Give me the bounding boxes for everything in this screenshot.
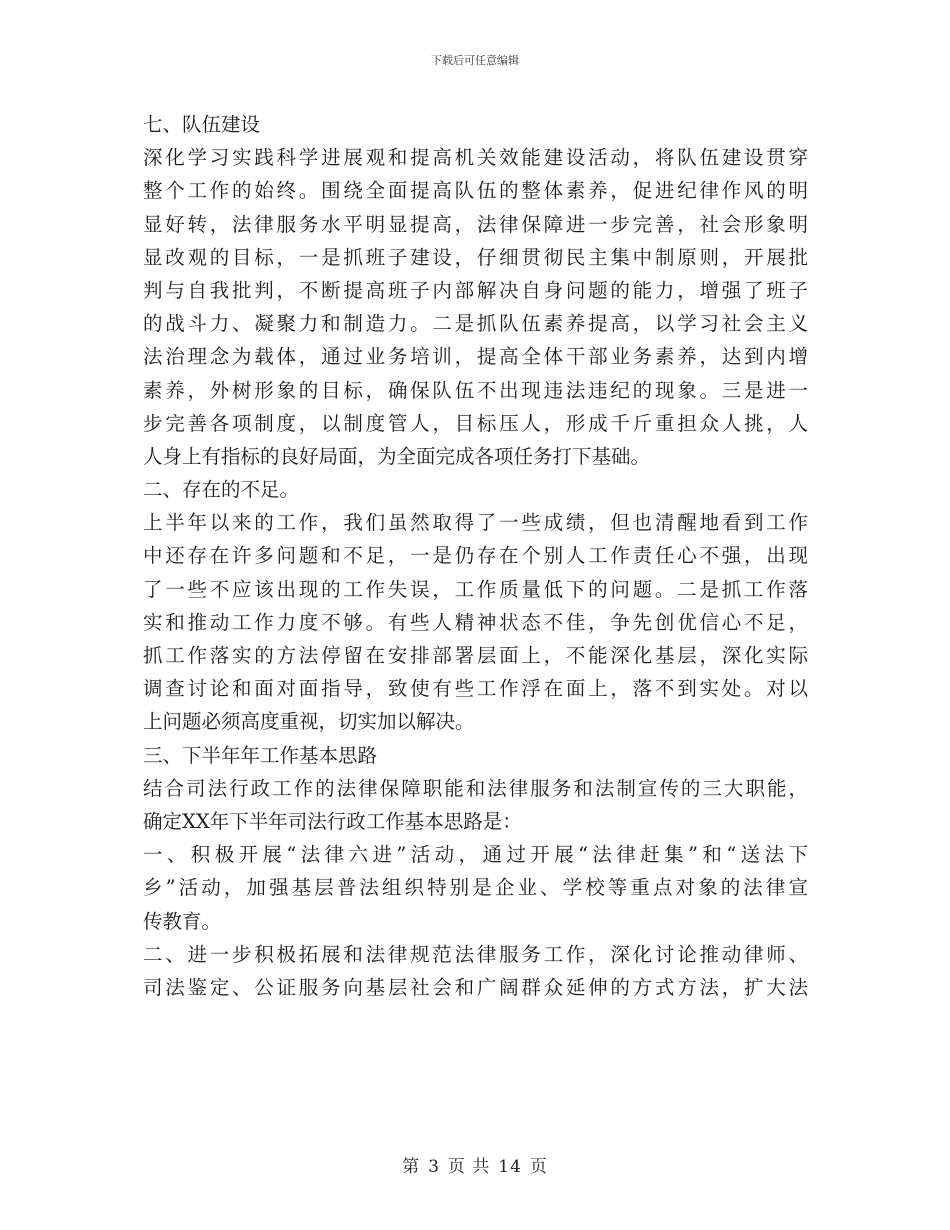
text-line: 法治理念为载体，通过业务培训，提高全体干部业务素养，达到内增 [143, 345, 808, 369]
text-line: 步完善各项制度，以制度管人，目标压人，形成千斤重担众人挑，人 [143, 411, 808, 435]
document-body [143, 108, 808, 1004]
footer-page-number: 3 [428, 1157, 440, 1177]
footer-prefix: 第 [402, 1157, 421, 1177]
text-line: 三、下半年年工作基本思路 [143, 743, 378, 767]
text-line: 结合司法行政工作的法律保障职能和法律服务和法制宣传的三大职能， [143, 776, 808, 800]
text-line: 七、队伍建设 [143, 113, 261, 136]
footer-total-pages: 14 [498, 1157, 522, 1177]
page-footer [0, 1152, 950, 1177]
text-line: 二、存在的不足。 [143, 478, 300, 502]
footer-suffix: 页 [529, 1157, 548, 1177]
text-line: 一、积极开展“法律六进”活动，通过开展“法律赶集”和“送法下 [143, 843, 808, 867]
text-line: 确定XX年下半年司法行政工作基本思路是： [143, 809, 522, 833]
text-line: 司法鉴定、公证服务向基层社会和广阔群众延伸的方式方法，扩大法 [143, 975, 808, 999]
text-line: 人身上有指标的良好局面，为全面完成各项任务打下基础。 [143, 444, 651, 468]
text-line: 的战斗力、凝聚力和制造力。二是抓队伍素养提高，以学习社会主义 [143, 312, 808, 336]
text-line: 判与自我批判，不断提高班子内部解决自身问题的能力，增强了班子 [143, 278, 808, 302]
text-line: 素养，外树形象的目标，确保队伍不出现违法违纪的现象。三是进一 [143, 378, 808, 402]
text-line: 实和推动工作力度不够。有些人精神状态不佳，争先创优信心不足， [143, 610, 808, 634]
text-line: 二、进一步积极拓展和法律规范法律服务工作，深化讨论推动律师、 [143, 942, 808, 966]
text-line: 显好转，法律服务水平明显提高，法律保障进一步完善，社会形象明 [143, 212, 808, 236]
text-line: 上半年以来的工作，我们虽然取得了一些成绩，但也清醒地看到工作 [143, 511, 808, 535]
page-header: 下载后可任意编辑 [431, 54, 519, 67]
footer-middle: 页 共 [447, 1157, 491, 1177]
text-line: 上问题必须高度重视，切实加以解决。 [143, 710, 475, 734]
text-line: 调查讨论和面对面指导，致使有些工作浮在面上，落不到实处。对以 [143, 677, 808, 701]
text-line: 了一些不应该出现的工作失误，工作质量低下的问题。二是抓工作落 [143, 577, 808, 601]
text-line: 深化学习实践科学进展观和提高机关效能建设活动，将队伍建设贯穿 [143, 146, 808, 170]
text-line: 显改观的目标，一是抓班子建设，仔细贯彻民主集中制原则，开展批 [143, 245, 808, 269]
text-line: 传教育。 [143, 909, 222, 933]
text-line: 整个工作的始终。围绕全面提高队伍的整体素养，促进纪律作风的明 [143, 179, 808, 203]
text-line: 乡”活动，加强基层普法组织特别是企业、学校等重点对象的法律宣 [143, 876, 808, 900]
text-line: 中还存在许多问题和不足，一是仍存在个别人工作责任心不强，出现 [143, 544, 808, 568]
text-line: 抓工作落实的方法停留在安排部署层面上，不能深化基层，深化实际 [143, 644, 808, 667]
